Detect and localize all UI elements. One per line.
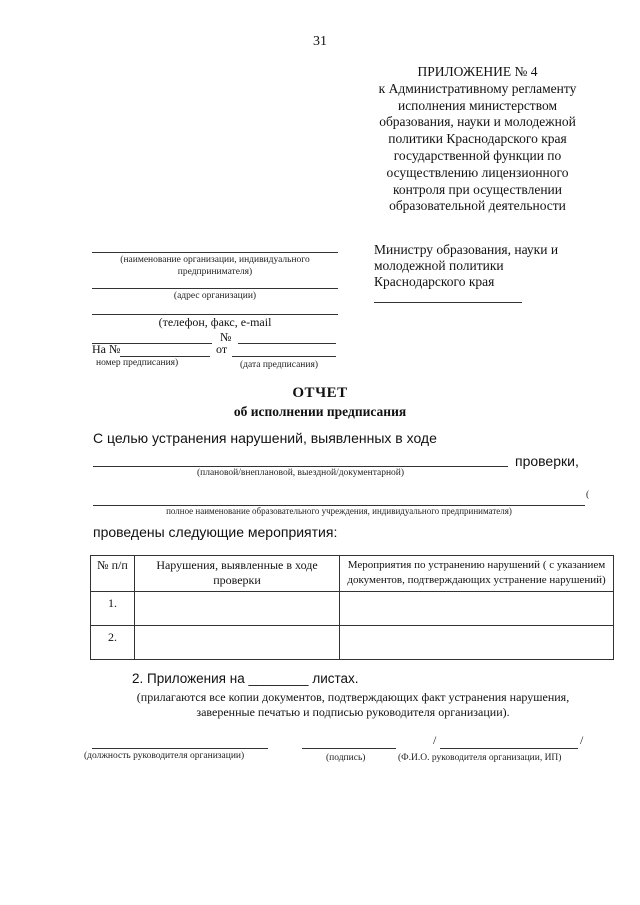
addressee-line: Краснодарского края <box>374 274 495 289</box>
attachments-note-line1: (прилагаются все копии документов, подтверждающих факт устранения нарушения, <box>136 690 570 704</box>
measures-table <box>90 555 614 660</box>
full-name-line[interactable] <box>440 748 578 749</box>
row-number: 1. <box>91 592 135 626</box>
paren-open: ( <box>586 490 590 500</box>
attachments-unit: листах. <box>312 671 359 686</box>
attachments-note <box>92 690 614 720</box>
page-number: 31 <box>313 34 327 49</box>
measure-cell[interactable] <box>340 592 614 626</box>
org-name-line[interactable] <box>92 252 338 253</box>
addressee-line: Министру образования, науки и <box>374 242 559 257</box>
intro-text: С целью устранения нарушений, выявленных в ходе <box>93 430 437 446</box>
addressee-block <box>374 242 604 290</box>
position-line[interactable] <box>92 748 268 749</box>
name-slash-right: / <box>580 733 584 747</box>
measures-intro: проведены следующие мероприятия: <box>93 524 338 540</box>
order-date-caption: (дата предписания) <box>240 360 319 370</box>
on-number-label: На № <box>92 342 121 356</box>
report-subtitle: об исполнении предписания <box>233 404 407 419</box>
report-title-block <box>0 385 640 420</box>
table-header-row <box>91 556 614 592</box>
outgoing-number-line[interactable] <box>238 343 336 344</box>
institution-caption: полное наименование образовательного учреждения, индивидуального предпринимателя) <box>166 506 512 516</box>
org-name-caption-line2: предпринимателя) <box>177 267 253 277</box>
order-number-line[interactable] <box>120 356 210 357</box>
inspection-type-caption: (плановой/внеплановой, выездной/документарной) <box>196 468 405 478</box>
addressee-line: молодежной политики <box>374 258 504 273</box>
header-number: № п/п <box>91 556 135 592</box>
org-name-caption <box>92 254 338 278</box>
inspection-word: проверки, <box>515 453 579 469</box>
from-label: от <box>216 342 228 356</box>
signature-line[interactable] <box>302 748 396 749</box>
address-caption: (адрес организации) <box>173 291 257 301</box>
appendix-line: исполнения министерством <box>397 97 558 113</box>
row-number: 2. <box>91 626 135 660</box>
inspection-type-line[interactable] <box>93 466 508 467</box>
order-number-caption: номер предписания) <box>96 358 179 368</box>
violation-cell[interactable] <box>135 626 340 660</box>
appendix-block <box>350 64 605 215</box>
order-date-line[interactable] <box>232 356 336 357</box>
position-caption: (должность руководителя организации) <box>84 751 245 761</box>
attachments-blank[interactable]: ________ <box>248 671 309 686</box>
contacts-caption: (телефон, факс, e-mail <box>158 315 272 329</box>
appendix-line: к Административному регламенту <box>378 80 577 96</box>
report-title: ОТЧЕТ <box>292 385 348 401</box>
appendix-line: образовательной деятельности <box>389 198 566 214</box>
attachments-label: 2. Приложения на <box>132 671 245 686</box>
appendix-line: контроля при осуществлении <box>393 181 562 197</box>
header-violations: Нарушения, выявленные в ходе проверки <box>135 556 340 592</box>
name-slash-left: / <box>433 733 437 747</box>
measure-cell[interactable] <box>340 626 614 660</box>
attachments-note-line2: заверенные печатью и подписью руководителя организации). <box>196 705 510 719</box>
appendix-line: государственной функции по <box>393 147 562 163</box>
name-caption: (Ф.И.О. руководителя организации, ИП) <box>398 753 562 763</box>
appendix-line: образования, науки и молодежной <box>379 114 576 130</box>
attachments-line <box>132 671 359 686</box>
address-line[interactable] <box>92 288 338 289</box>
org-name-caption-line1: (наименование организации, индивидуального <box>120 255 310 265</box>
signature-caption: (подпись) <box>326 753 366 763</box>
header-measures: Мероприятия по устранению нарушений ( с указанием документов, подтверждающих устранение нарушений) <box>340 556 614 592</box>
appendix-title: ПРИЛОЖЕНИЕ № 4 <box>417 64 538 79</box>
appendix-line: осуществлению лицензионного <box>386 164 569 180</box>
appendix-line: политики Краснодарского края <box>388 131 567 147</box>
table-row <box>91 626 614 660</box>
addressee-name-line[interactable] <box>374 302 522 303</box>
table-row <box>91 592 614 626</box>
number-sign: № <box>220 330 232 344</box>
violation-cell[interactable] <box>135 592 340 626</box>
